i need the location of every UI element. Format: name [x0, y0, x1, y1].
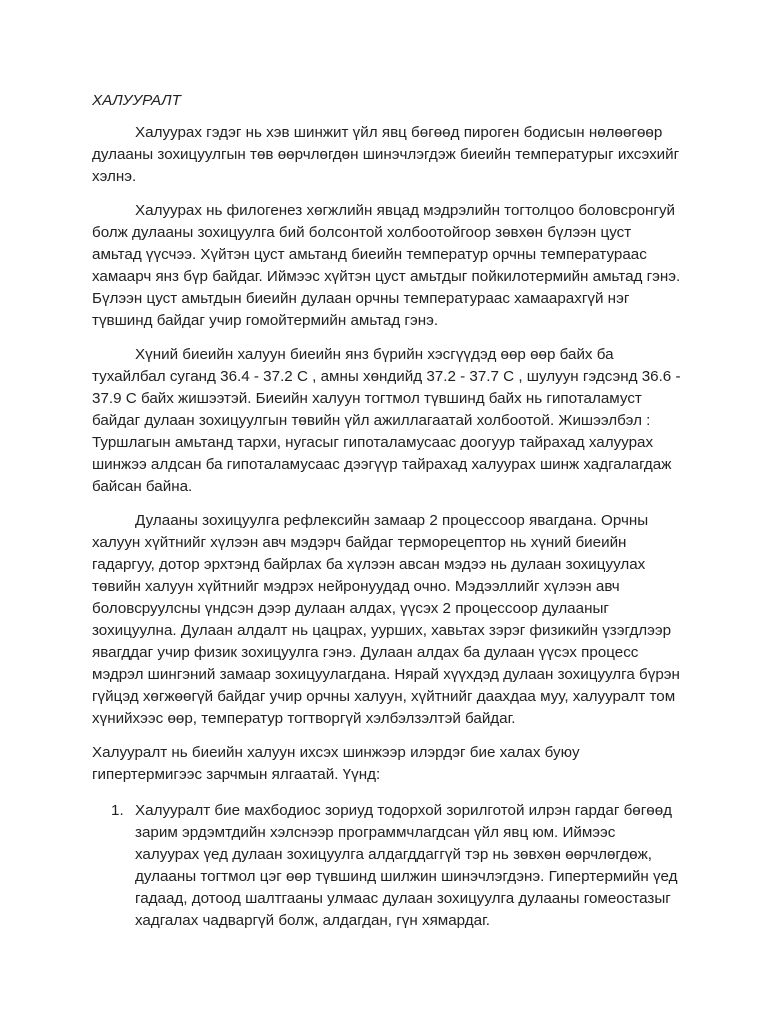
paragraph-thermoregulation: Дулааны зохицуулга рефлексийн замаар 2 процессоор явагдана. Орчны халуун хүйтнийг хүлээн авч мэдэрч байдаг терморецептор нь хүний биеийн гадаргуу, дотор эрхтэнд байрлах ба хүлээн авсан мэдээ нь дулаан зохицуулах төвийн халуун хүйтнийг мэдрэх нейронуудад очно. Мэдээллийг хүлээн авч боловсруулсны үндсэн дээр дулаан алдах, үүсэх 2 процессоор дулааныг зохицуулна. Дулаан алдалт нь цацрах, ууршиx, хавьтах зэрэг физикийн үзэгдлээр явагддаг учир физик зохицуулга гэнэ. Дулаан алдах ба дулаан үүсэх процесс мэдрэл шингэний замаар зохицуулагдана. Нярай хүүхдэд дулаан зохицуулга бүрэн гүйцэд хөгжөөгүй байдаг учир орчны халуун, хүйтнийг даахдаа муу, халууралт том хүнийхээс өөр, температур тогтворгүй хэлбэлзэлтэй байдаг. [92, 512, 680, 727]
list-item-number: 1. [111, 802, 124, 819]
differences-list [92, 800, 682, 932]
paragraph-phylogenesis: Халуурах нь филогенез хөгжлийн явцад мэдрэлийн тогтолцоо боловсронгуй болж дулааны зохицуулга бий болсонтой холбоотойгоор зөвхөн бүлээн цуст амьтад үүсчээ. Хүйтэн цуст амьтанд биеийн температур орчны температураас хамаарч янз бүр байдаг. Иймээс хүйтэн цуст амьтдыг пойкилотермийн амьтад гэнэ. Бүлээн цуст амьтдын биеийн дулаан орчны температураас хамаарахгүй нэг түвшинд байдаг учир гомойтермийн амьтад гэнэ. [92, 202, 681, 329]
document-title: ХАЛУУРАЛТ [92, 92, 181, 109]
paragraph-differences-intro: Халууралт нь биеийн халуун ихсэх шинжээр илэрдэг бие халах буюу гипертермигээс зарчмын ялгаатай. Үүнд: [92, 744, 580, 783]
document-page [92, 90, 682, 932]
paragraph-definition: Халуурах гэдэг нь хэв шинжит үйл явц бөгөөд пироген бодисын нөлөөгөөр дулааны зохицуулгын төв өөрчлөгдөн шинэчлэгдэж биеийн температурыг ихсэхийг хэлнэ. [92, 124, 680, 185]
list-item-text: Халууралт бие махбодиос зориуд тодорхой зорилготой илрэн гардаг бөгөөд зарим эрдэмтдийн хэлснээр программчлагдсан үйл явц юм. Иймээс халуурах үед дулаан зохицуулга алдагддаггүй тэр нь зөвхөн өөрчлөгдөж, дулааны тогтмол цэг өөр түвшинд шилжин шинэчлэгдэнэ. Гипертермийн үед гадаад, дотоод шалтгааны улмаас дулаан зохицуулга дулааны гомеостазыг хадгалах чадваргүй болж, алдагдан, гүн хямардаг. [135, 802, 678, 929]
list-item [92, 800, 682, 932]
paragraph-body-temperature: Хүний биеийн халуун биеийн янз бүрийн хэсгүүдэд өөр өөр байх ба тухайлбал суганд 36.4 - 37.2 C , амны хөндийд 37.2 - 37.7 C , шулуун гэдсэнд 36.6 - 37.9 C байх жишээтэй. Биеийн халуун тогтмол түвшинд байх нь гипоталамуст байдаг дулаан зохицуулгын төвийн үйл ажиллагаатай холбоотой. Жишээлбэл : Туршлагын амьтанд тархи, нугасыг гипоталамусаас доогуур тайрахад халуурах шинжээ алдсан ба гипоталамусаас дээгүүр тайрахад халуурах шинж хадгалагдаж байсан байна. [92, 346, 681, 495]
